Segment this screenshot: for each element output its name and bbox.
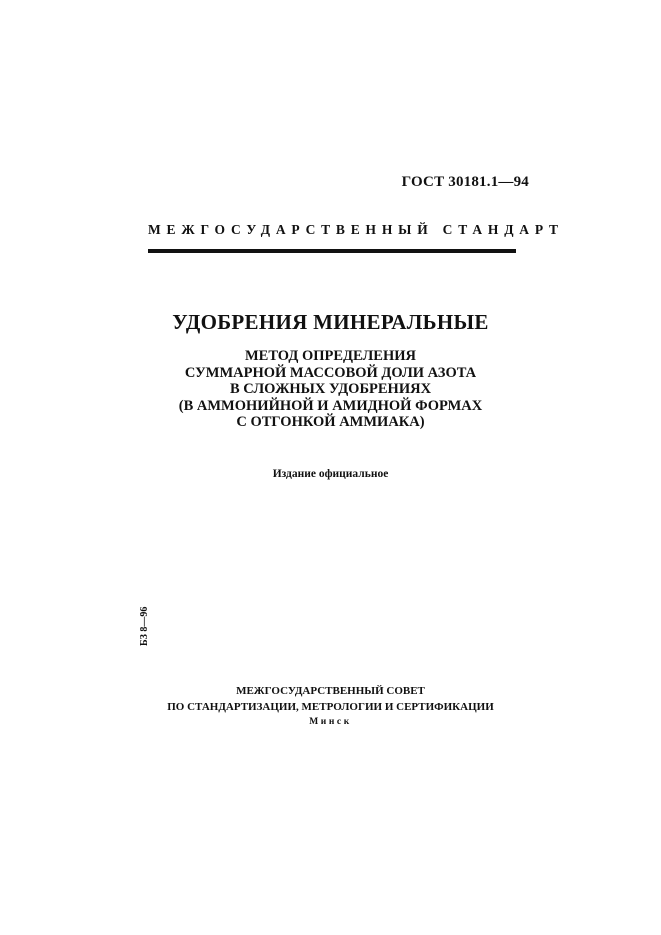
document-title: УДОБРЕНИЯ МИНЕРАЛЬНЫЕ xyxy=(172,310,489,334)
publisher-line: МЕЖГОСУДАРСТВЕННЫЙ СОВЕТ xyxy=(236,685,425,697)
document-subtitle xyxy=(0,348,661,431)
header-divider xyxy=(148,249,516,253)
publisher-city: Минск xyxy=(309,717,352,727)
edition-note: Издание официальное xyxy=(272,468,389,480)
subtitle-line: МЕТОД ОПРЕДЕЛЕНИЯ xyxy=(244,348,417,364)
subtitle-line: С ОТГОНКОЙ АММИАКА) xyxy=(236,414,425,430)
side-code: БЗ 8—96 xyxy=(139,606,150,646)
standard-type: МЕЖГОСУДАРСТВЕННЫЙ СТАНДАРТ xyxy=(148,222,564,237)
publisher-line: ПО СТАНДАРТИЗАЦИИ, МЕТРОЛОГИИ И СЕРТИФИКАЦИИ xyxy=(167,700,494,713)
subtitle-line: (В АММОНИЙНОЙ И АМИДНОЙ ФОРМАХ xyxy=(178,397,483,414)
subtitle-line: В СЛОЖНЫХ УДОБРЕНИЯХ xyxy=(229,381,432,397)
publisher-block xyxy=(0,684,661,731)
subtitle-line: СУММАРНОЙ МАССОВОЙ ДОЛИ АЗОТА xyxy=(184,364,477,381)
standard-code: ГОСТ 30181.1—94 xyxy=(401,174,529,190)
